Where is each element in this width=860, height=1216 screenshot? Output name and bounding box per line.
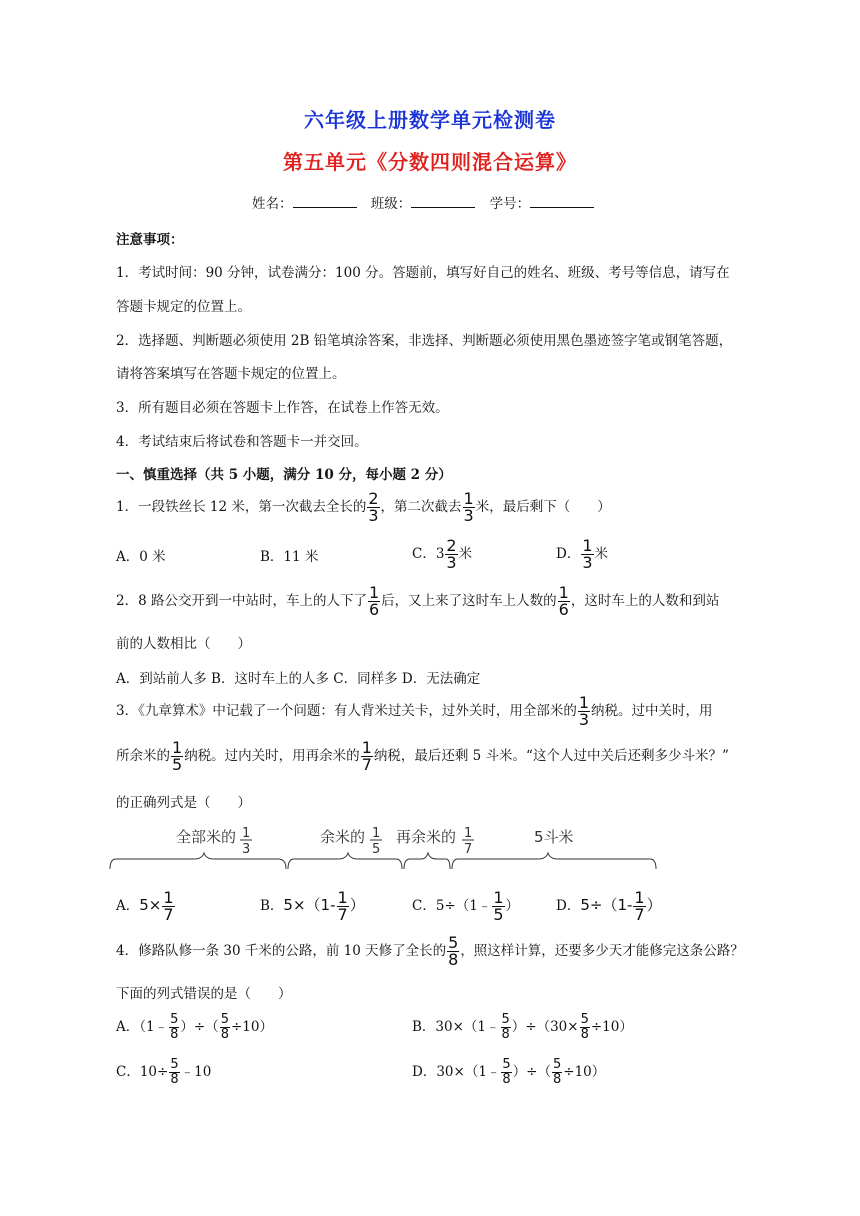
fraction: $\frac{1}{7}$ <box>361 738 372 774</box>
q3-option-d[interactable]: D．5÷（1- $\frac{1}{7}$ ） <box>556 888 662 924</box>
section-1-heading: 一、慎重选择（共 5 小题，满分 10 分，每小题 2 分） <box>116 467 452 483</box>
q3-option-c[interactable]: C．5÷（1﹣ $\frac{1}{5}$ ） <box>412 888 520 924</box>
question-3: 3．《九章算术》中记载了一个问题：有人背米过关卡，过外关时，用全部米的 $\frac{1}{3}$ 纳税。过中关时，用 <box>116 693 713 729</box>
note-1-line-1: 1．考试时间：90 分钟，试卷满分：100 分。答题前，填写好自己的姓名、班级、考号等信息，请写在 <box>116 265 730 281</box>
segment-3-label: 再余米的 <box>396 828 457 846</box>
name-blank <box>293 195 357 208</box>
question-3-line-2: 所余米的 $\frac{1}{5}$ 纳税。过内关时，用再余米的 $\frac{1}{7}$ 纳税，最后还剩 5 斗米。“这个人过中关后还剩多少斗米？” <box>116 738 729 774</box>
question-3-line-3: 的正确列式是（ ） <box>116 795 251 811</box>
note-2-line-1: 2．选择题、判断题必须使用 2B 铅笔填涂答案，非选择、判断题必须使用黑色墨迹签字笔或钢笔答题， <box>116 333 733 349</box>
q1-option-c[interactable]: C．3 $\frac{2}{3}$ 米 <box>412 536 473 572</box>
q1-option-a[interactable]: A．0 米 <box>116 549 166 565</box>
fraction: $\frac{1}{3}$ <box>463 489 474 525</box>
svg-text:7: 7 <box>464 842 473 857</box>
fraction: $\frac{1}{5}$ <box>172 738 183 774</box>
q1-option-b[interactable]: B．11 米 <box>260 549 319 565</box>
fraction: $\frac{1}{3}$ <box>578 693 590 729</box>
id-blank <box>530 195 594 208</box>
q4-option-d[interactable]: D．30×（1﹣ $\frac{5}{8}$ ）÷（ $\frac{5}{8}$ ÷10） <box>412 1057 606 1087</box>
note-1-line-2: 答题卡规定的位置上。 <box>116 299 251 315</box>
q2-options[interactable]: A．到站前人多 B．这时车上的人多 C．同样多 D．无法确定 <box>116 671 481 687</box>
q1-option-d[interactable]: D． $\frac{1}{3}$ 米 <box>556 536 609 572</box>
class-label: 班级： <box>370 196 412 212</box>
name-label: 姓名： <box>252 196 293 212</box>
fraction: $\frac{1}{6}$ <box>558 583 569 619</box>
q3-option-b[interactable]: B．5×（1- $\frac{1}{7}$ ） <box>260 888 365 924</box>
q4-option-a[interactable]: A．（1﹣ $\frac{5}{8}$ ）÷（ $\frac{5}{8}$ ÷10） <box>116 1012 273 1042</box>
question-2: 2．8 路公交开到一中站时，车上的人下了 $\frac{1}{6}$ 后，又上来了这时车上人数的 $\frac{1}{6}$ ，这时车上的人数和到站 <box>116 583 720 619</box>
segment-1-label: 全部米的 <box>176 828 237 846</box>
fraction: $\frac{5}{8}$ <box>448 933 459 969</box>
question-2-line-2: 前的人数相比（ ） <box>116 636 251 652</box>
note-2-line-2: 请将答案填写在答题卡规定的位置上。 <box>116 366 346 382</box>
question-4: 4．修路队修一条 30 千米的公路，前 10 天修了全长的 $\frac{5}{8}$ ，照这样计算，还要多少天才能修完这条公路？ <box>116 933 744 969</box>
note-4: 4．考试结束后将试卷和答题卡一并交回。 <box>116 434 368 450</box>
page-title: 六年级上册数学单元检测卷 <box>304 108 556 132</box>
svg-text:3: 3 <box>242 842 251 857</box>
notes-heading: 注意事项： <box>116 232 184 248</box>
fraction: $\frac{1}{6}$ <box>368 583 380 619</box>
page-subtitle: 第五单元《分数四则混合运算》 <box>283 150 577 174</box>
question-1: 1．一段铁丝长 12 米，第一次截去全长的 $\frac{2}{3}$ ，第二次截去 $\frac{1}{3}$ 米，最后剩下（ ） <box>116 489 611 525</box>
student-info-line <box>252 192 604 212</box>
q4-option-c[interactable]: C．10÷ $\frac{5}{8}$ ﹣10 <box>116 1057 212 1087</box>
svg-text:1: 1 <box>242 826 251 841</box>
svg-text:1: 1 <box>464 826 473 841</box>
segment-4-label: 5斗米 <box>534 828 574 846</box>
id-label: 学号： <box>489 196 531 212</box>
question-4-line-2: 下面的列式错误的是（ ） <box>116 986 292 1002</box>
class-blank <box>411 195 475 208</box>
fraction: $\frac{2}{3}$ <box>368 489 379 525</box>
q3-option-a[interactable]: A．5× $\frac{1}{7}$ <box>116 888 174 924</box>
segment-2-label: 余米的 <box>320 828 366 846</box>
q4-option-b[interactable]: B．30×（1﹣ $\frac{5}{8}$ ）÷（30× $\frac{5}{8}$ ÷10） <box>412 1012 633 1042</box>
note-3: 3．所有题目必须在答题卡上作答，在试卷上作答无效。 <box>116 400 449 416</box>
svg-text:5: 5 <box>372 842 381 857</box>
segment-braces <box>110 853 656 869</box>
svg-text:1: 1 <box>372 826 381 841</box>
q3-segment-diagram <box>106 815 666 877</box>
